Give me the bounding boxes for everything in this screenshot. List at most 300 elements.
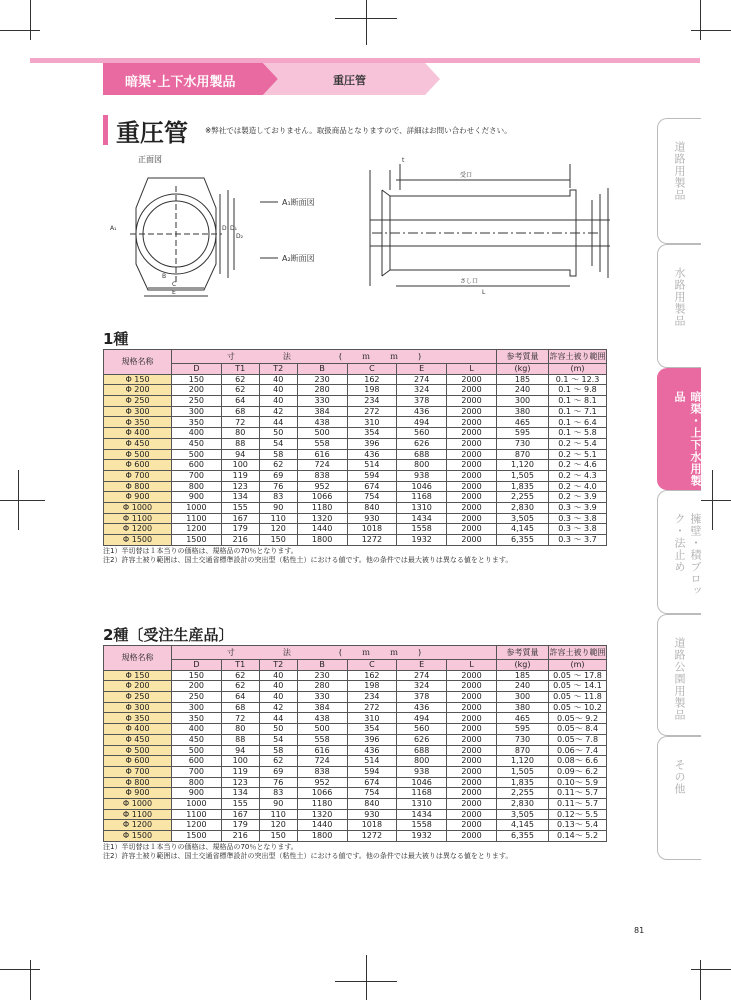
table-cell: 200 [172,681,222,692]
table-cell: 0.08～ 6.6 [549,756,607,767]
table-cell: 4,145 [497,524,549,535]
notes-type1 [103,547,512,565]
table-row [104,702,607,713]
table-cell: 58 [259,745,297,756]
table-cell: 1,120 [497,460,549,471]
table-cell: 560 [397,724,447,735]
table-row [104,385,607,396]
table-cell: 40 [259,670,297,681]
table-cell: 2,255 [497,788,549,799]
spec-name-cell: Φ 1200 [104,820,172,831]
col-range-unit: (m) [549,364,607,375]
table-cell: 2,830 [497,798,549,809]
table-row [104,681,607,692]
table-cell: 2000 [447,460,497,471]
table-cell: 396 [347,438,397,449]
table-cell: 80 [221,724,259,735]
col-header: E [397,660,447,671]
table-cell: 230 [297,374,347,385]
spec-name-cell: Φ 1500 [104,831,172,842]
table-cell: 280 [297,681,347,692]
table-cell: 250 [172,396,222,407]
table-cell: 50 [259,428,297,439]
table-cell: 120 [259,524,297,535]
table-cell: 0.3 ～ 3.7 [549,535,607,546]
table-cell: 62 [221,670,259,681]
table-cell: 62 [221,385,259,396]
table-cell: 0.09～ 6.2 [549,766,607,777]
table-cell: 155 [221,502,259,513]
table-cell: 150 [259,535,297,546]
title-note: ※弊社では製造しておりません。取扱商品となりますので、詳細はお問い合わせください。 [205,126,512,135]
spec-name-cell: Φ 900 [104,492,172,503]
table-cell: 1066 [297,492,347,503]
table-cell: 42 [259,702,297,713]
table-cell: 64 [221,396,259,407]
table-cell: 1310 [397,798,447,809]
crop-mark [366,0,367,45]
table-cell: 2000 [447,374,497,385]
spec-name-cell: Φ 800 [104,481,172,492]
crop-mark [712,470,713,530]
table-cell: 0.2 ～ 4.0 [549,481,607,492]
table-cell: 40 [259,385,297,396]
crop-mark [691,30,731,31]
table-row [104,492,607,503]
col-weight-header: 参考質量 [497,350,549,364]
table-cell: 110 [259,513,297,524]
side-tab-retaining-wall[interactable] [657,490,701,614]
table-cell: 494 [397,713,447,724]
spec-name-cell: Φ 400 [104,724,172,735]
side-tab-label: 水路用製品 [673,267,686,327]
table-cell: 185 [497,670,549,681]
table-cell: 0.10～ 5.9 [549,777,607,788]
table-cell: 0.05 ～ 10.2 [549,702,607,713]
table-cell: 274 [397,374,447,385]
table-row [104,502,607,513]
table-cell: 354 [347,724,397,735]
table-cell: 44 [259,713,297,724]
table-cell: 0.11～ 5.7 [549,798,607,809]
spec-name-cell: Φ 1500 [104,535,172,546]
table-cell: 450 [172,734,222,745]
table-cell: 870 [497,449,549,460]
table-cell: 900 [172,788,222,799]
table-cell: 350 [172,417,222,428]
table-cell: 234 [347,692,397,703]
table-cell: 76 [259,777,297,788]
table-row [104,820,607,831]
table-row [104,798,607,809]
spec-name-cell: Φ 700 [104,470,172,481]
spec-name-cell: Φ 500 [104,745,172,756]
table-row [104,417,607,428]
table-cell: 1800 [297,831,347,842]
spec-name-cell: Φ 1100 [104,809,172,820]
col-spec-header: 規格名称 [104,646,172,671]
table-cell: 688 [397,745,447,756]
spec-name-cell: Φ 700 [104,766,172,777]
table-cell: 378 [397,396,447,407]
a1-section-label: A₁断面図 [282,198,315,207]
table-cell: 167 [221,513,259,524]
table-cell: 110 [259,809,297,820]
table-cell: 1018 [347,524,397,535]
section-title-type1: 1種 [103,330,129,348]
table-cell: 1932 [397,535,447,546]
table-row [104,692,607,703]
table-cell: 216 [221,831,259,842]
table-row [104,809,607,820]
table-cell: 2000 [447,756,497,767]
table-cell: 2000 [447,692,497,703]
table-row [104,777,607,788]
table-cell: 3,505 [497,513,549,524]
table-cell: 0.06～ 7.4 [549,745,607,756]
table-cell: 350 [172,713,222,724]
table-cell: 123 [221,777,259,788]
table-cell: 62 [221,681,259,692]
table-cell: 600 [172,460,222,471]
spec-name-cell: Φ 800 [104,777,172,788]
col-header: C [347,364,397,375]
table-cell: 62 [221,374,259,385]
e-label: E [172,289,176,296]
spec-name-cell: Φ 200 [104,681,172,692]
col-spec-header: 規格名称 [104,350,172,375]
table-cell: 62 [259,756,297,767]
table-cell: 1500 [172,831,222,842]
table-cell: 952 [297,777,347,788]
table-cell: 72 [221,417,259,428]
spec-name-cell: Φ 600 [104,756,172,767]
table-cell: 2000 [447,777,497,788]
table-cell: 76 [259,481,297,492]
table-cell: 0.1 ～ 7.1 [549,406,607,417]
table-row [104,724,607,735]
crop-mark [700,960,701,1000]
table-cell: 0.2 ～ 5.1 [549,449,607,460]
note: 注2）許容土被り範囲は、国土交通省標準設計の突出型（粘性土）における値です。他の条件では最大被りは異なる値をとります。 [103,556,513,564]
spec-name-cell: Φ 450 [104,734,172,745]
table-cell: 1046 [397,481,447,492]
t-label: t [402,157,405,164]
table-cell: 400 [172,724,222,735]
table-cell: 558 [297,438,347,449]
table-cell: 436 [347,745,397,756]
spec-name-cell: Φ 400 [104,428,172,439]
table-cell: 0.3 ～ 3.9 [549,502,607,513]
table-cell: 840 [347,798,397,809]
col-header: T1 [221,660,259,671]
table-row [104,766,607,777]
spec-name-cell: Φ 200 [104,385,172,396]
table-cell: 2000 [447,449,497,460]
table-cell: 688 [397,449,447,460]
table-cell: 724 [297,756,347,767]
table-cell: 354 [347,428,397,439]
table-cell: 2000 [447,524,497,535]
spec-name-cell: Φ 250 [104,692,172,703]
table-cell: 1180 [297,502,347,513]
table-cell: 2000 [447,670,497,681]
table-cell: 150 [172,374,222,385]
table-cell: 2000 [447,428,497,439]
col-range-unit: (m) [549,660,607,671]
table-cell: 1558 [397,524,447,535]
table-cell: 94 [221,745,259,756]
table-cell: 42 [259,406,297,417]
breadcrumb-category[interactable]: 暗渠･上下水用製品 [125,75,236,90]
table-cell: 2000 [447,470,497,481]
col-weight-unit: (kg) [497,660,549,671]
table-cell: 1932 [397,831,447,842]
table-cell: 800 [172,481,222,492]
table-cell: 0.2 ～ 3.9 [549,492,607,503]
spec-name-cell: Φ 300 [104,406,172,417]
table-cell: 88 [221,734,259,745]
table-cell: 94 [221,449,259,460]
col-header: C [347,660,397,671]
table-cell: 1434 [397,513,447,524]
spec-name-cell: Φ 1000 [104,502,172,513]
table-cell: 616 [297,745,347,756]
col-header: E [397,364,447,375]
spec-table-type2 [103,645,607,842]
table-cell: 1000 [172,502,222,513]
table-cell: 0.11～ 5.7 [549,788,607,799]
table-cell: 4,145 [497,820,549,831]
table-cell: 2000 [447,513,497,524]
table-cell: 1440 [297,524,347,535]
table-cell: 730 [497,734,549,745]
spec-name-cell: Φ 600 [104,460,172,471]
crop-mark [30,0,31,40]
table-row [104,396,607,407]
table-cell: 119 [221,766,259,777]
table-cell: 2000 [447,396,497,407]
spec-name-cell: Φ 150 [104,670,172,681]
table-cell: 494 [397,417,447,428]
side-tab-culvert[interactable] [657,368,701,490]
table-cell: 838 [297,470,347,481]
side-tab-label: 道路公園用製品 [673,637,686,721]
table-cell: 0.1 ～ 9.8 [549,385,607,396]
table-row [104,734,607,745]
table-cell: 134 [221,492,259,503]
table-cell: 465 [497,417,549,428]
table-cell: 0.3 ～ 3.8 [549,513,607,524]
table-cell: 800 [172,777,222,788]
d-label: D [222,225,227,232]
table-row [104,713,607,724]
table-cell: 216 [221,535,259,546]
table-cell: 0.13～ 5.4 [549,820,607,831]
table-cell: 900 [172,492,222,503]
spec-name-cell: Φ 900 [104,788,172,799]
table-cell: 1272 [347,535,397,546]
table-cell: 2000 [447,713,497,724]
table-cell: 438 [297,713,347,724]
table-cell: 754 [347,788,397,799]
table-cell: 100 [221,756,259,767]
table-cell: 330 [297,396,347,407]
table-cell: 2000 [447,406,497,417]
table-cell: 1168 [397,788,447,799]
side-tab-label: 擁壁・積ブロック・法止め [673,513,702,597]
col-header: D [172,660,222,671]
table-cell: 2000 [447,809,497,820]
table-row [104,374,607,385]
table-cell: 2000 [447,417,497,428]
table-cell: 150 [172,670,222,681]
table-cell: 0.05 ～ 14.1 [549,681,607,692]
table-cell: 1100 [172,809,222,820]
side-tab-park[interactable] [657,614,701,736]
table-cell: 0.05～ 8.4 [549,724,607,735]
crop-mark [366,955,367,1000]
socket-label: 受口 [460,172,473,179]
spec-name-cell: Φ 1200 [104,524,172,535]
table-cell: 62 [259,460,297,471]
l-label: L [482,289,486,296]
note: 注2）許容土被り範囲は、国土交通省標準設計の突出型（粘性土）における値です。他の条件では最大被りは異なる値をとります。 [103,852,513,860]
table-cell: 800 [397,756,447,767]
table-cell: 54 [259,438,297,449]
col-header: L [447,364,497,375]
table-cell: 64 [221,692,259,703]
table-cell: 514 [347,460,397,471]
table-cell: 40 [259,681,297,692]
table-cell: 1200 [172,820,222,831]
d2-label: D₂ [236,233,244,240]
crop-mark [700,0,701,40]
table-row [104,470,607,481]
table-cell: 3,505 [497,809,549,820]
table-cell: 616 [297,449,347,460]
table-cell: 930 [347,513,397,524]
table-cell: 274 [397,670,447,681]
table-cell: 83 [259,492,297,503]
table-cell: 594 [347,470,397,481]
table-cell: 134 [221,788,259,799]
table-cell: 560 [397,428,447,439]
table-cell: 2000 [447,724,497,735]
table-cell: 2,255 [497,492,549,503]
table-cell: 40 [259,374,297,385]
table-cell: 700 [172,766,222,777]
c-label: C [172,281,177,288]
side-tab-waterway[interactable] [657,244,701,368]
table-cell: 40 [259,692,297,703]
table-cell: 730 [497,438,549,449]
table-cell: 250 [172,692,222,703]
table-cell: 200 [172,385,222,396]
spec-name-cell: Φ 150 [104,374,172,385]
table-cell: 2000 [447,702,497,713]
table-cell: 674 [347,481,397,492]
col-header: L [447,660,497,671]
table-cell: 450 [172,438,222,449]
table-cell: 465 [497,713,549,724]
table-cell: 2000 [447,831,497,842]
table-cell: 1046 [397,777,447,788]
spigot-label: さし口 [460,278,479,285]
table-cell: 240 [497,681,549,692]
front-view-label: 正面図 [138,155,162,164]
table-cell: 595 [497,428,549,439]
table-cell: 594 [347,766,397,777]
table-cell: 2000 [447,745,497,756]
table-cell: 123 [221,481,259,492]
table-cell: 400 [172,428,222,439]
table-cell: 870 [497,745,549,756]
table-cell: 0.2 ～ 4.6 [549,460,607,471]
breadcrumb-subcategory[interactable]: 重圧管 [333,74,366,87]
side-tab-other[interactable] [657,736,701,860]
table-cell: 674 [347,777,397,788]
table-cell: 1320 [297,513,347,524]
table-cell: 1168 [397,492,447,503]
col-header: T2 [259,660,297,671]
col-weight-unit: (kg) [497,364,549,375]
table-cell: 150 [259,831,297,842]
table-cell: 2000 [447,385,497,396]
table-cell: 380 [497,406,549,417]
spec-name-cell: Φ 250 [104,396,172,407]
table-cell: 1180 [297,798,347,809]
note: 注1）半切替は１本当りの価格は、規格品の70％となります。 [103,843,298,851]
table-cell: 500 [297,724,347,735]
table-cell: 198 [347,681,397,692]
table-cell: 6,355 [497,535,549,546]
table-cell: 2000 [447,820,497,831]
table-cell: 167 [221,809,259,820]
table-cell: 0.05～ 9.2 [549,713,607,724]
a2-section-label: A₂断面図 [282,254,315,263]
table-cell: 0.2 ～ 5.4 [549,438,607,449]
table-cell: 500 [297,428,347,439]
page-title: 重圧管 [116,119,188,147]
table-cell: 68 [221,406,259,417]
table-cell: 396 [347,734,397,745]
table-cell: 436 [397,702,447,713]
table-cell: 384 [297,406,347,417]
table-cell: 100 [221,460,259,471]
table-cell: 1320 [297,809,347,820]
spec-name-cell: Φ 1100 [104,513,172,524]
table-cell: 2000 [447,798,497,809]
table-cell: 1200 [172,524,222,535]
table-cell: 2000 [447,681,497,692]
table-cell: 300 [497,396,549,407]
table-row [104,535,607,546]
col-header: D [172,364,222,375]
note: 注1）半切替は１本当りの価格は、規格品の70％となります。 [103,547,298,555]
table-cell: 626 [397,734,447,745]
table-cell: 162 [347,670,397,681]
table-cell: 2000 [447,535,497,546]
table-cell: 1558 [397,820,447,831]
table-cell: 514 [347,756,397,767]
table-cell: 230 [297,670,347,681]
table-cell: 378 [397,692,447,703]
side-tab-road[interactable] [657,118,701,244]
spec-name-cell: Φ 1000 [104,798,172,809]
table-cell: 2000 [447,481,497,492]
crop-mark [0,969,40,970]
